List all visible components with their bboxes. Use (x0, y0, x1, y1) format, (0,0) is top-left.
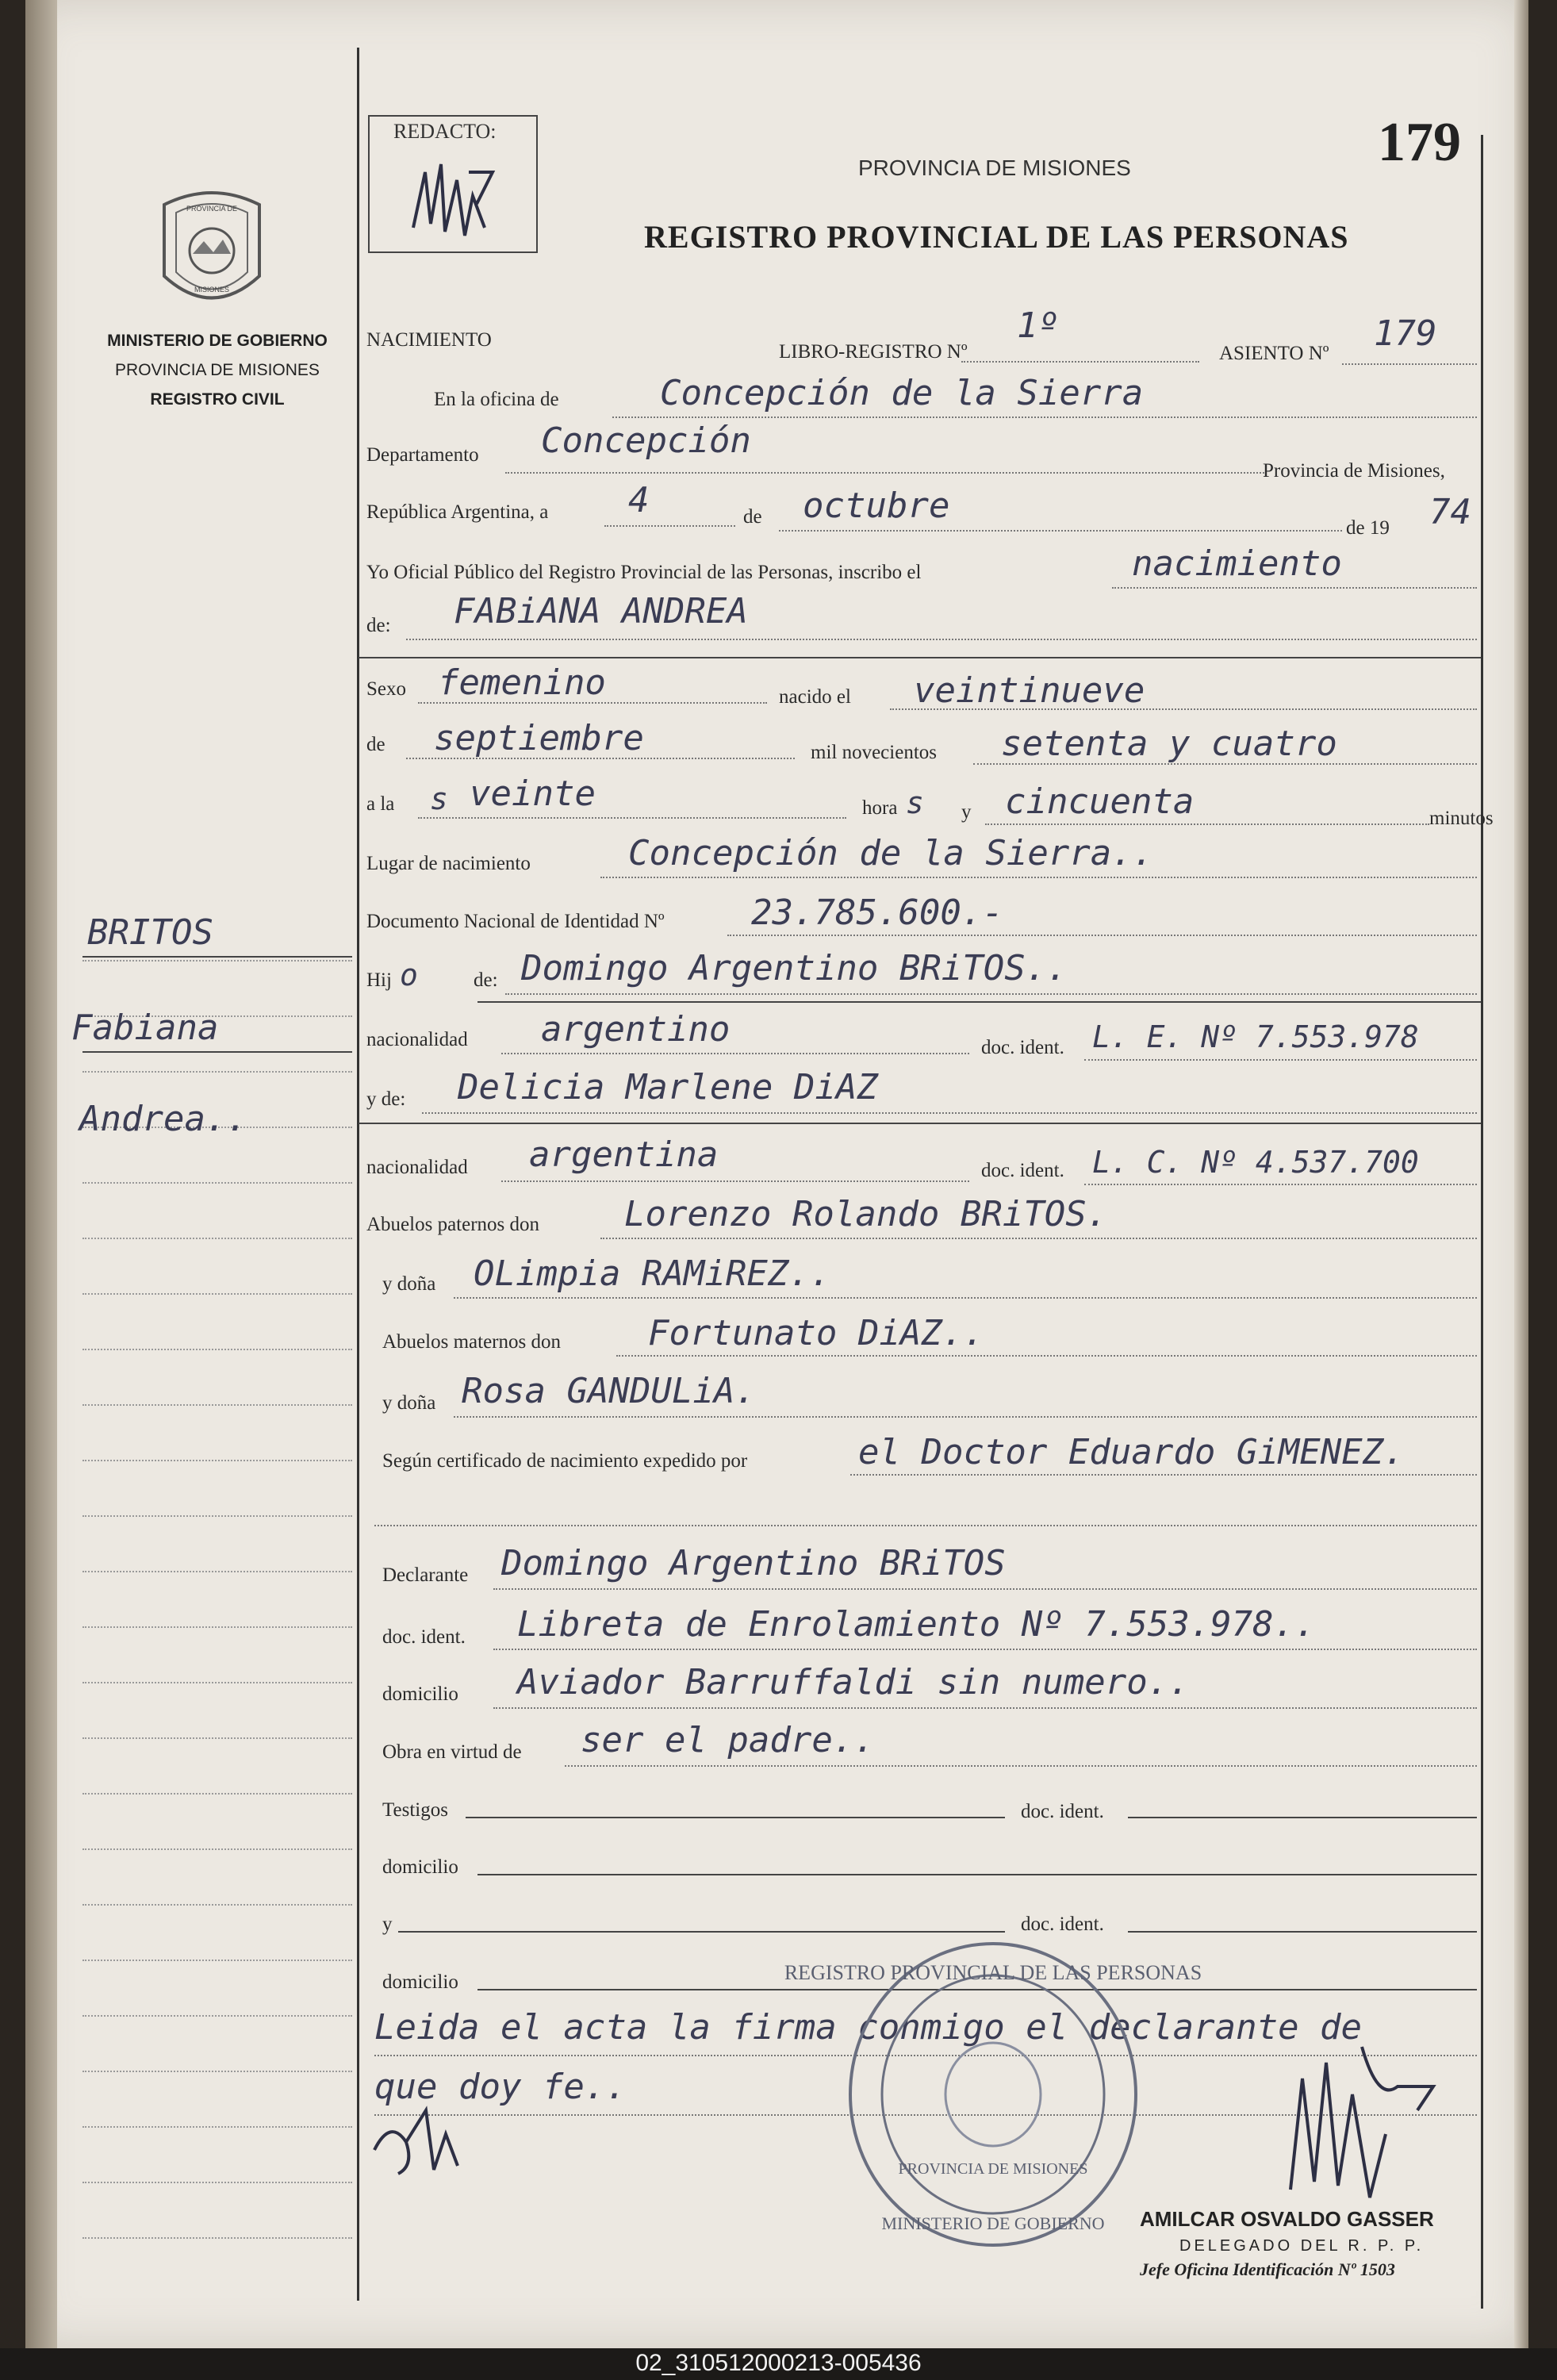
dni-dots (727, 935, 1477, 936)
page-edge (1514, 0, 1528, 2348)
margin-line (82, 1349, 352, 1350)
lugar-value: Concepción de la Sierra.. (628, 833, 1154, 873)
anio-nac-value: setenta y cuatro (1001, 724, 1337, 764)
certificado-dots (850, 1474, 1477, 1476)
margin-line (82, 1626, 352, 1628)
madre-rule (359, 1123, 1481, 1124)
padre-rule (477, 1001, 1481, 1003)
mil-novecientos-label: mil novecientos (811, 742, 937, 763)
nacionalidad-madre-label: nacionalidad (366, 1157, 468, 1178)
a-la-label: a la (366, 793, 395, 815)
seal-bottom-text: MISIONES (194, 286, 230, 294)
margin-line (82, 2071, 352, 2072)
dni-value: 23.785.600.- (751, 892, 1003, 933)
margin-line (82, 1793, 352, 1795)
nacido-value: veintinueve (914, 670, 1145, 711)
mes-value: octubre (803, 486, 950, 526)
minutos-dots (985, 823, 1429, 825)
signatory-title: DELEGADO DEL R. P. P. (1179, 2237, 1425, 2255)
mes-dots (779, 530, 1342, 532)
testigos-label: Testigos (382, 1799, 448, 1821)
inscribo-value: nacimiento (1132, 543, 1342, 584)
padre-nac-dots (501, 1053, 969, 1054)
certificado-dots-2 (374, 1525, 1477, 1526)
libro-label: LIBRO-REGISTRO Nº (779, 341, 968, 363)
testigo2-doc-label: doc. ident. (1021, 1914, 1104, 1935)
de-19-label: de 19 (1346, 517, 1390, 539)
margin-line (82, 2126, 352, 2128)
doc-ident-madre-label: doc. ident. (981, 1160, 1064, 1181)
testigos-doc-line (1128, 1817, 1477, 1818)
padre-nac-value: argentino (541, 1009, 731, 1050)
testigo2-domicilio-label: domicilio (382, 1971, 458, 1993)
official-signature-icon (1259, 2015, 1465, 2213)
de-mes-label: de (366, 734, 385, 755)
domicilio-dots (493, 1707, 1477, 1709)
testigos-domicilio-line (477, 1874, 1477, 1875)
document-page (25, 0, 1528, 2348)
abuelo-mat-value: Fortunato DiAZ.. (648, 1313, 984, 1353)
madre-value: Delicia Marlene DiAZ (458, 1067, 878, 1107)
hijo-suffix: o (400, 958, 418, 992)
abuela-mat-dots (454, 1416, 1477, 1418)
padre-dots (505, 993, 1477, 995)
civil-registry-heading: REGISTRO CIVIL (150, 390, 285, 409)
yo-oficial-text: Yo Oficial Público del Registro Provincial de las Personas, inscribo el (366, 562, 922, 583)
margin-first-name: Fabiana (71, 1008, 219, 1048)
y-label: y (961, 801, 972, 823)
oficina-dots (612, 416, 1477, 418)
abuela-pat-dots (454, 1297, 1477, 1299)
stamp-bottom-text: MINISTERIO DE GOBIERNO (881, 2213, 1105, 2233)
nombre-dots (406, 639, 1477, 640)
section-rule (359, 657, 1481, 658)
closing-line-1: Leida el acta la firma conmigo el declarante de (374, 2007, 1363, 2048)
abuela-pat-value: OLimpia RAMiREZ.. (474, 1253, 831, 1294)
oficina-label: En la oficina de (434, 389, 559, 410)
madre-nac-value: argentina (529, 1134, 719, 1175)
departamento-dots (505, 472, 1267, 474)
sexo-label: Sexo (366, 678, 406, 700)
margin-line (82, 1238, 352, 1239)
margin-line (82, 1960, 352, 1961)
province-heading: PROVINCIA DE MISIONES (115, 361, 320, 379)
departamento-value: Concepción (541, 420, 751, 461)
nombre-value: FABiANA ANDREA (454, 591, 748, 631)
anio-value: 74 (1429, 492, 1471, 532)
margin-surname: BRITOS (87, 912, 213, 953)
minutos-value: cincuenta (1005, 781, 1195, 822)
dia-dots (604, 525, 735, 527)
abuelo-pat-value: Lorenzo Rolando BRiTOS. (624, 1194, 1108, 1234)
declarante-dots (493, 1588, 1477, 1590)
obra-dots (565, 1765, 1477, 1767)
margin-line (82, 1182, 352, 1184)
ministry-heading: MINISTERIO DE GOBIERNO (107, 332, 328, 350)
inscribo-dots (1112, 587, 1477, 589)
book-binding (25, 0, 57, 2348)
asiento-dots (1342, 363, 1477, 365)
madre-doc-value: L. C. Nº 4.537.700 (1092, 1145, 1419, 1180)
madre-nac-dots (501, 1180, 969, 1182)
provincia-misiones-label: Provincia de Misiones, (1263, 460, 1445, 482)
doc-ident-declarante-label: doc. ident. (382, 1626, 466, 1648)
page-number: 179 (1378, 112, 1461, 173)
oficina-value: Concepción de la Sierra (660, 373, 1144, 413)
testigo2-line (398, 1931, 1005, 1933)
abuelo-mat-dots (616, 1355, 1477, 1357)
certificado-value: el Doctor Eduardo GiMENEZ. (858, 1432, 1405, 1472)
stamp-inner-text: PROVINCIA DE MISIONES (898, 2160, 1088, 2178)
official-stamp-icon (784, 1936, 1202, 2253)
margin-underline (82, 1051, 352, 1053)
margin-line (82, 2237, 352, 2239)
libro-value: 1º (1017, 305, 1059, 346)
redacto-signature-icon (397, 148, 508, 244)
signatory-office: Jefe Oficina Identificación Nº 1503 (1140, 2259, 1395, 2279)
province-title: PROVINCIA DE MISIONES (858, 155, 1131, 180)
declarante-label: Declarante (382, 1564, 469, 1586)
margin-line (82, 1293, 352, 1295)
margin-line (82, 1404, 352, 1406)
hijo-label: Hij (366, 969, 392, 991)
margin-underline (82, 956, 352, 958)
margin-line (82, 1904, 352, 1906)
doc-ident-padre-label: doc. ident. (981, 1037, 1064, 1058)
dia-value: 4 (628, 480, 650, 520)
testigos-domicilio-label: domicilio (382, 1856, 458, 1878)
asiento-label: ASIENTO Nº (1219, 343, 1329, 364)
provincial-seal-icon (148, 181, 275, 324)
nacido-el-label: nacido el (779, 686, 851, 708)
de-nombre-label: de: (366, 615, 391, 636)
padre-doc-dots (1084, 1059, 1477, 1061)
margin-line (82, 960, 352, 962)
y-dona-mat-label: y doña (382, 1392, 436, 1414)
abuelo-pat-dots (600, 1238, 1477, 1239)
departamento-label: Departamento (366, 444, 479, 466)
hora-dots (418, 817, 846, 819)
nacimiento-label: NACIMIENTO (366, 329, 492, 351)
domicilio-value: Aviador Barruffaldi sin numero.. (517, 1662, 1190, 1702)
obra-label: Obra en virtud de (382, 1741, 522, 1763)
right-frame-line (1481, 135, 1483, 2309)
horas-label: hora (862, 797, 898, 819)
abuela-mat-value: Rosa GANDULiA. (462, 1371, 756, 1411)
margin-line (82, 1071, 352, 1073)
image-caption: 02_310512000213-005436 (635, 2350, 922, 2376)
initials-signature-icon (359, 2094, 470, 2190)
libro-dots (961, 361, 1199, 363)
horas-suffix: s (906, 785, 924, 820)
asiento-value: 179 (1374, 313, 1437, 354)
y-testigo-label: y (382, 1914, 393, 1935)
domicilio-label: domicilio (382, 1683, 458, 1705)
margin-line (82, 1571, 352, 1572)
margin-second-name: Andrea.. (79, 1099, 247, 1139)
left-frame-line (357, 48, 359, 2301)
abuelos-maternos-label: Abuelos maternos don (382, 1331, 561, 1353)
closing-line-2: que doy fe.. (374, 2067, 627, 2107)
signatory-name: AMILCAR OSVALDO GASSER (1140, 2207, 1434, 2231)
margin-line (82, 1682, 352, 1683)
abuelos-paternos-label: Abuelos paternos don (366, 1214, 540, 1235)
hijo-de-label: de: (474, 969, 498, 991)
de-label: de (743, 506, 762, 528)
madre-dots (422, 1112, 1477, 1114)
mes-nac-value: septiembre (434, 718, 644, 758)
lugar-dots (600, 877, 1477, 878)
lugar-label: Lugar de nacimiento (366, 853, 531, 874)
certificado-label: Según certificado de nacimiento expedido por (382, 1450, 748, 1472)
hora-value: veinte (470, 774, 596, 814)
dni-label: Documento Nacional de Identidad Nº (366, 911, 665, 932)
testigos-line (466, 1817, 1005, 1818)
sexo-value: femenino (438, 662, 606, 703)
nacionalidad-padre-label: nacionalidad (366, 1029, 468, 1050)
margin-line (82, 2182, 352, 2183)
minutos-label: minutos (1429, 808, 1494, 829)
margin-line (82, 1737, 352, 1739)
margin-line (82, 1515, 352, 1517)
margin-line (82, 1848, 352, 1850)
testigos-doc-label: doc. ident. (1021, 1801, 1104, 1822)
margin-line (82, 1460, 352, 1461)
a-la-suffix: s (430, 781, 448, 816)
seal-top-text: PROVINCIA DE (186, 205, 238, 213)
y-dona-pat-label: y doña (382, 1273, 436, 1295)
padre-doc-value: L. E. Nº 7.553.978 (1092, 1019, 1419, 1054)
obra-value: ser el padre.. (581, 1720, 875, 1760)
y-de-label: y de: (366, 1088, 406, 1110)
declarante-value: Domingo Argentino BRiTOS (501, 1543, 1006, 1583)
margin-line (82, 2015, 352, 2017)
redacto-box (368, 115, 538, 253)
padre-value: Domingo Argentino BRiTOS.. (521, 948, 1068, 988)
declarante-doc-value: Libreta de Enrolamiento Nº 7.553.978.. (517, 1604, 1316, 1645)
stamp-outer-text: REGISTRO PROVINCIAL DE LAS PERSONAS (784, 1961, 1202, 1984)
madre-doc-dots (1084, 1184, 1477, 1185)
testigo2-doc-line (1128, 1931, 1477, 1933)
republica-label: República Argentina, a (366, 501, 549, 523)
redacto-label: REDACTO: (393, 120, 497, 143)
declarante-doc-dots (493, 1649, 1477, 1650)
registry-title: REGISTRO PROVINCIAL DE LAS PERSONAS (644, 219, 1349, 255)
